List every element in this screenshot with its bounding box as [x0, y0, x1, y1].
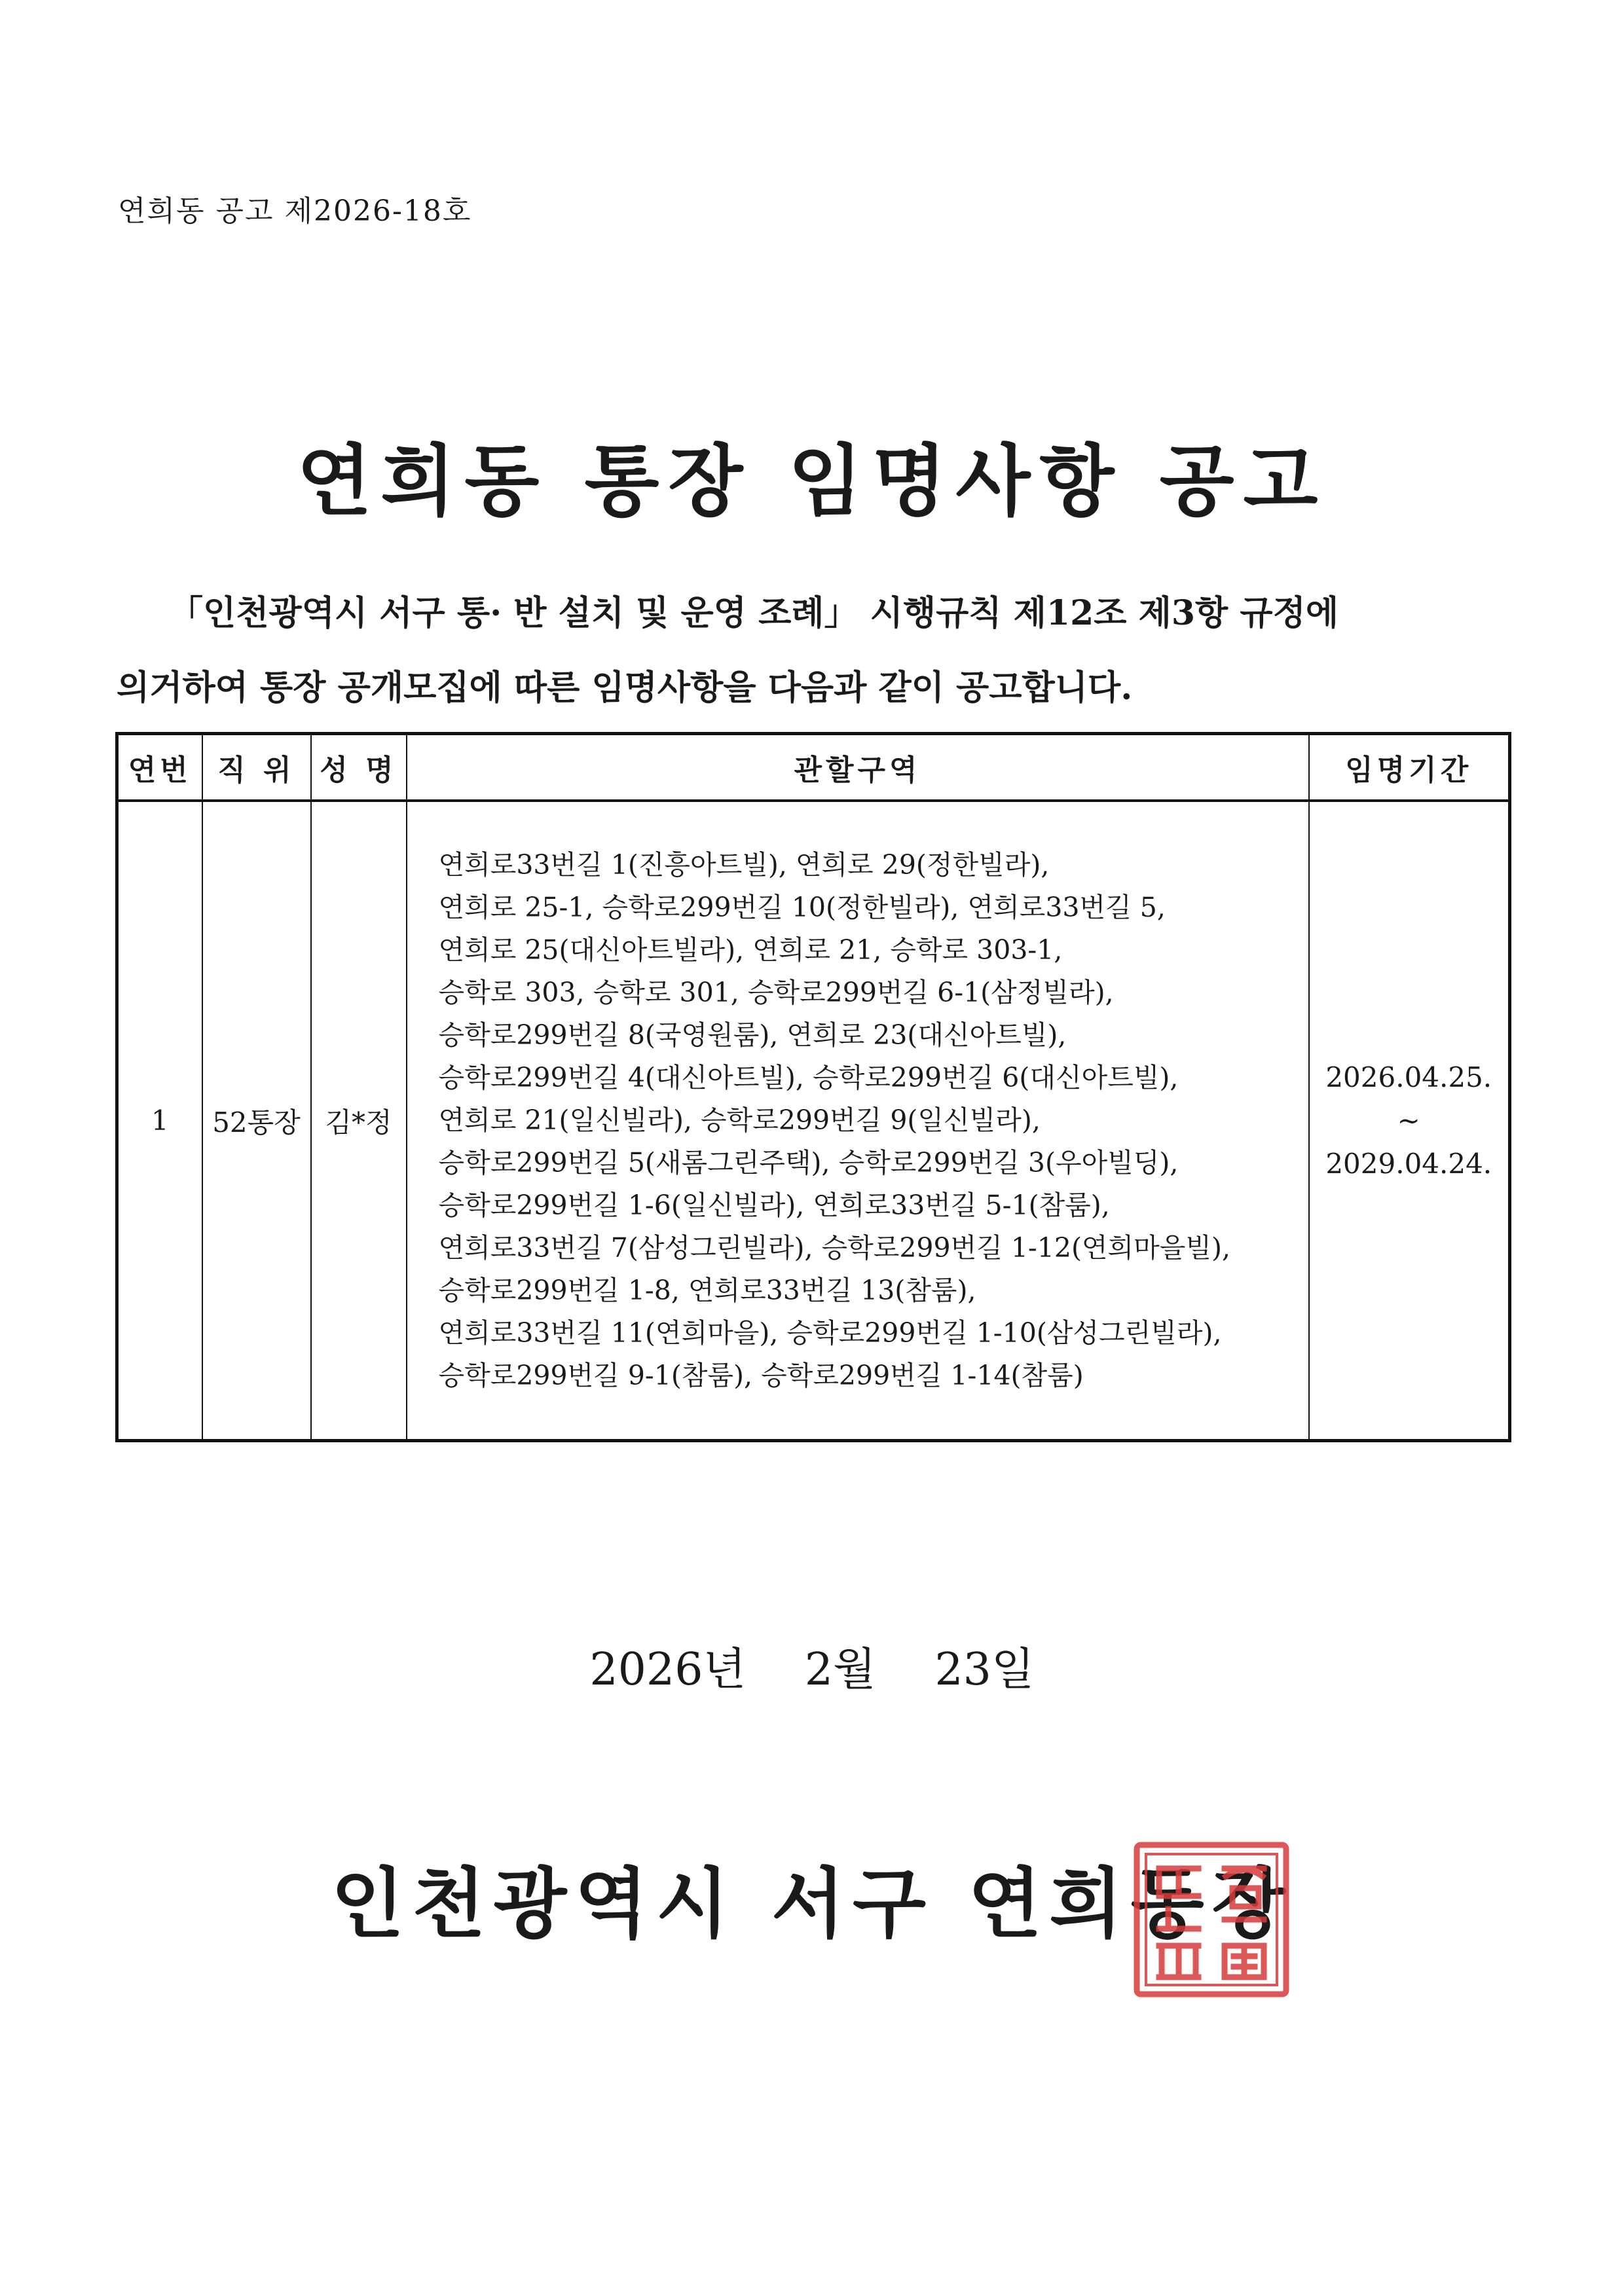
- document-number: 연희동 공고 제2026-18호: [118, 194, 472, 228]
- area-line: 승학로299번길 4(대신아트빌), 승학로299번길 6(대신아트빌),: [438, 1062, 1179, 1093]
- area-line: 승학로299번길 1-8, 연희로33번길 13(참룸),: [438, 1275, 976, 1306]
- cell-no: 1: [117, 801, 202, 1441]
- cell-name: 김*정: [311, 801, 407, 1441]
- cell-period: [1309, 801, 1510, 1441]
- table-row: [117, 801, 1510, 1441]
- header-area: 관할구역: [407, 734, 1309, 801]
- area-line: 연희로 25(대신아트빌라), 연희로 21, 승학로 303-1,: [438, 934, 1063, 966]
- official-seal-icon: [1128, 1836, 1295, 2003]
- header-period: 임명기간: [1309, 734, 1510, 801]
- area-line: 연희로33번길 11(연희마을), 승학로299번길 1-10(삼성그린빌라),: [438, 1317, 1222, 1349]
- period-separator: ~: [1397, 1104, 1420, 1137]
- header-no: 연번: [117, 734, 202, 801]
- area-line: 승학로299번길 9-1(참룸), 승학로299번길 1-14(참룸): [438, 1360, 1084, 1391]
- cell-area: [407, 801, 1309, 1441]
- area-line: 승학로299번길 1-6(일신빌라), 연희로33번길 5-1(참룸),: [438, 1190, 1110, 1221]
- appointment-table: [115, 732, 1511, 1442]
- header-position: 직 위: [202, 734, 311, 801]
- header-name: 성 명: [311, 734, 407, 801]
- area-line: 승학로 303, 승학로 301, 승학로299번길 6-1(삼정빌라),: [438, 977, 1114, 1008]
- area-line: 연희로33번길 1(진흥아트빌), 연희로 29(정한빌라),: [438, 849, 1050, 881]
- area-line: 연희로 25-1, 승학로299번길 10(정한빌라), 연희로33번길 5,: [438, 892, 1166, 923]
- area-line: 승학로299번길 5(새롬그린주택), 승학로299번길 3(우아빌딩),: [438, 1147, 1179, 1178]
- cell-position: 52통장: [202, 801, 311, 1441]
- intro-line-1: 「인천광역시 서구 통· 반 설치 및 운영 조례」 시행규칙 제12조 제3항 규정에: [169, 593, 1339, 633]
- date-day: 23일: [934, 1644, 1035, 1696]
- area-line: 연희로 21(일신빌라), 승학로299번길 9(일신빌라),: [438, 1104, 1041, 1136]
- period-end: 2029.04.24.: [1325, 1147, 1492, 1180]
- notice-date: [0, 1634, 1624, 1698]
- period-start: 2026.04.25.: [1325, 1061, 1492, 1093]
- date-month: 2월: [804, 1644, 876, 1696]
- intro-paragraph: [117, 576, 1508, 725]
- area-line: 승학로299번길 8(국영원룸), 연희로 23(대신아트빌),: [438, 1019, 1067, 1051]
- area-line: 연희로33번길 7(삼성그린빌라), 승학로299번길 1-12(연희마을빌),: [438, 1232, 1230, 1264]
- issuer-name: 인천광역시 서구 연희동장: [331, 1859, 1293, 1948]
- table-header-row: [117, 734, 1510, 801]
- intro-line-2: 의거하여 통장 공개모집에 따른 임명사항을 다음과 같이 공고합니다.: [117, 668, 1133, 708]
- document-title: 연희동 통장 임명사항 공고: [297, 435, 1327, 526]
- date-year: 2026년: [589, 1644, 747, 1696]
